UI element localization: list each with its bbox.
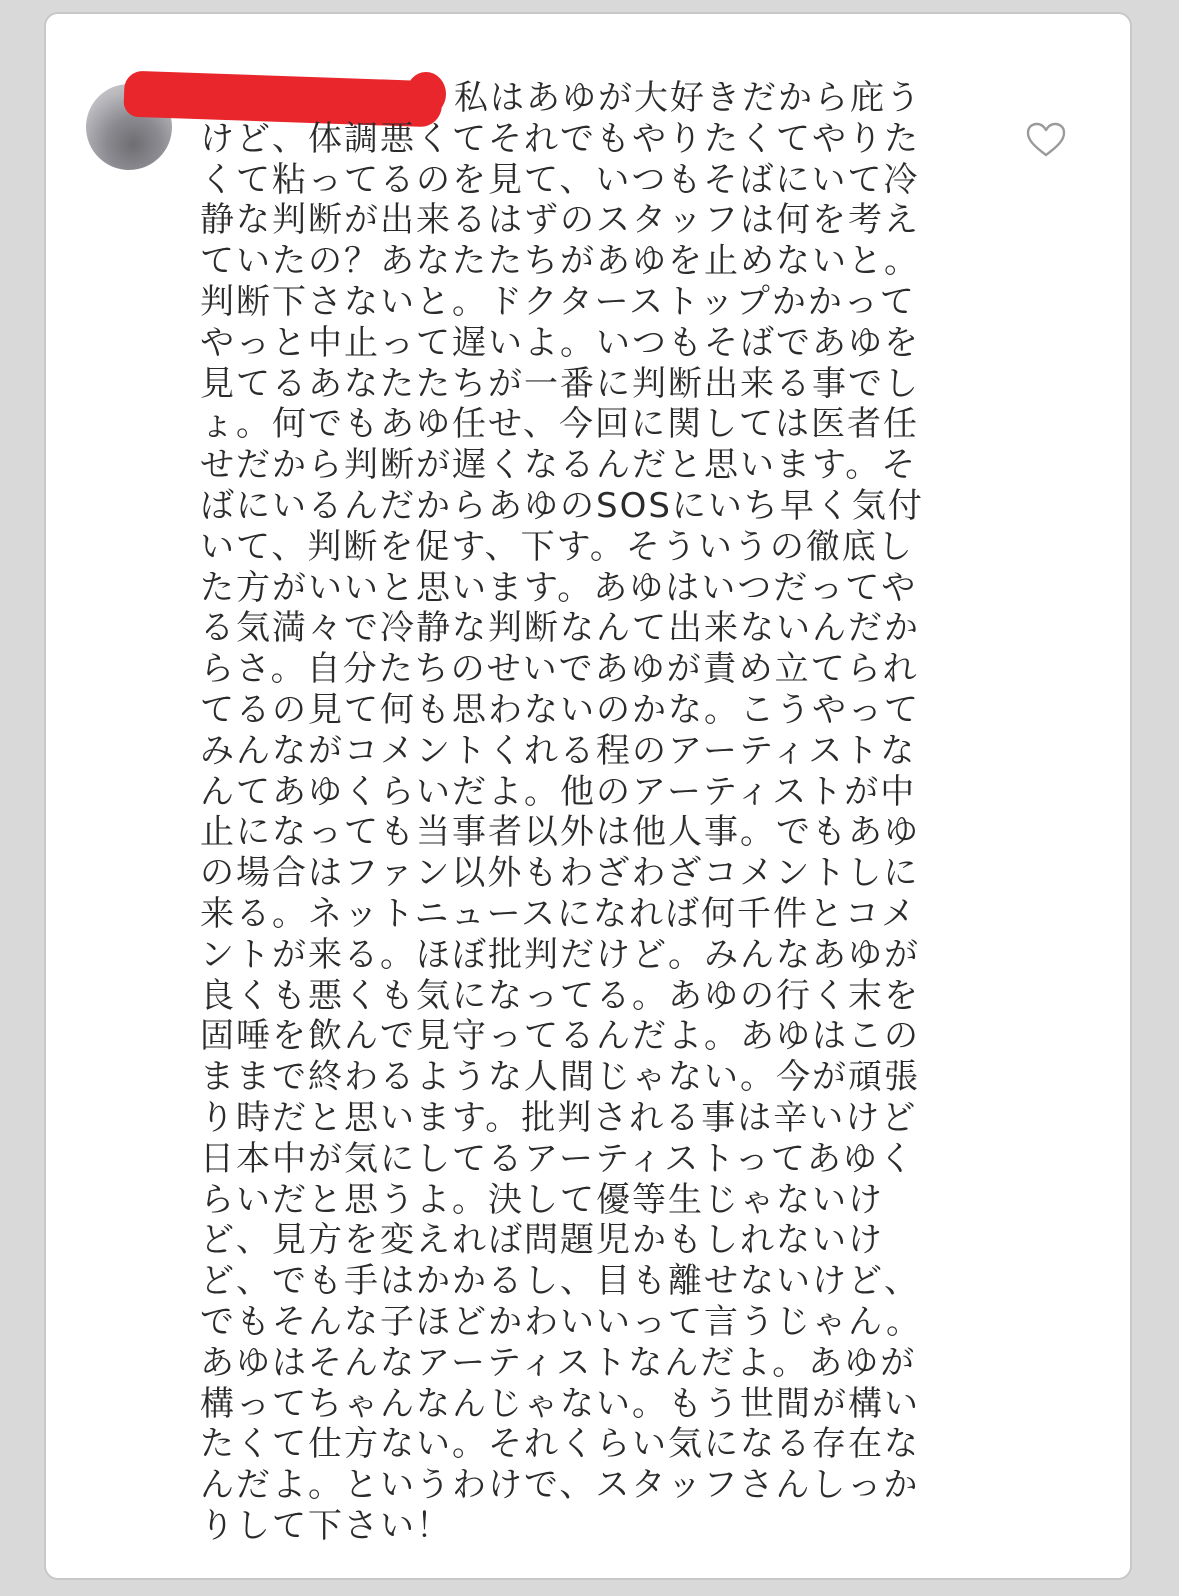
comment-line: 判断下さないと。ドクターストップかかって <box>200 281 916 322</box>
heart-outline-icon[interactable] <box>1026 122 1066 158</box>
comment-line: 固唾を飲んで見守ってるんだよ。あゆはこの <box>200 1016 920 1057</box>
comment-line: 来る。ネットニュースになれば何千件とコメ <box>200 893 917 934</box>
comment-line: ど、でも手はかかるし、目も離せないけど、 <box>200 1261 920 1302</box>
comment-line: あゆはそんなアーティストなんだよ。あゆが <box>200 1342 917 1383</box>
comment-line: る気満々で冷静な判断なんて出来ないんだか <box>200 608 920 649</box>
comment-line: てるの見て何も思わないのかな。こうやって <box>200 689 920 730</box>
comment-line: んだよ。というわけで、スタッフさんしっか <box>200 1465 920 1506</box>
comment-line: 静な判断が出来るはずのスタッフは何を考え <box>200 200 920 241</box>
comment-line: 構ってちゃんなんじゃない。もう世間が構い <box>200 1383 920 1424</box>
comment-line: ていたの？あなたたちがあゆを止めないと。 <box>200 241 920 282</box>
comment-line: くて粘ってるのを見て、いつもそばにいて冷 <box>200 159 920 200</box>
comment-line: らさ。自分たちのせいであゆが責め立てられ <box>200 649 919 690</box>
comment-line: 止になっても当事者以外は他人事。でもあゆ <box>200 812 920 853</box>
comment-line: やっと中止って遅いよ。いつもそばであゆを <box>200 322 920 363</box>
comment-line: ょ。何でもあゆ任せ、今回に関しては医者任 <box>200 404 919 445</box>
comment-line: らいだと思うよ。決して優等生じゃないけ <box>200 1179 884 1220</box>
comment-line: 私はあゆが大好きだから庇う <box>454 78 922 118</box>
comment-line: ど、見方を変えれば問題児かもしれないけ <box>200 1220 884 1261</box>
comment-text <box>200 78 960 1547</box>
comment-line: り時だと思います。批判される事は辛いけど <box>200 1097 918 1138</box>
comment-line: 見てるあなたたちが一番に判断出来る事でし <box>200 363 920 404</box>
comment-line: ばにいるんだからあゆのSOSにいち早く気付 <box>200 485 924 526</box>
comment-line: せだから判断が遅くなるんだと思います。そ <box>200 445 918 486</box>
comment-line: 日本中が気にしてるアーティストってあゆく <box>200 1138 915 1179</box>
comment-line: でもそんな子ほどかわいいって言うじゃん。 <box>200 1301 923 1342</box>
comment-card <box>44 12 1132 1580</box>
comment-line: ままで終わるような人間じゃない。今が頑張 <box>200 1057 920 1098</box>
comment-line: たくて仕方ない。それくらい気になる存在な <box>200 1424 920 1465</box>
comment-line: いて、判断を促す、下す。そういうの徹底し <box>200 526 914 567</box>
comment-line: ントが来る。ほぼ批判だけど。みんなあゆが <box>200 934 920 975</box>
comment-line: んてあゆくらいだよ。他のアーティストが中 <box>200 771 917 812</box>
comment-line: た方がいいと思います。あゆはいつだってや <box>200 567 918 608</box>
comment-line: の場合はファン以外もわざわざコメントしに <box>200 853 920 894</box>
comment-line: りして下さい！ <box>200 1505 452 1546</box>
comment-line: けど、体調悪くてそれでもやりたくてやりた <box>200 118 920 159</box>
comment-line: 良くも悪くも気になってる。あゆの行く末を <box>200 975 920 1016</box>
comment-line: みんながコメントくれる程のアーティストな <box>200 730 917 771</box>
